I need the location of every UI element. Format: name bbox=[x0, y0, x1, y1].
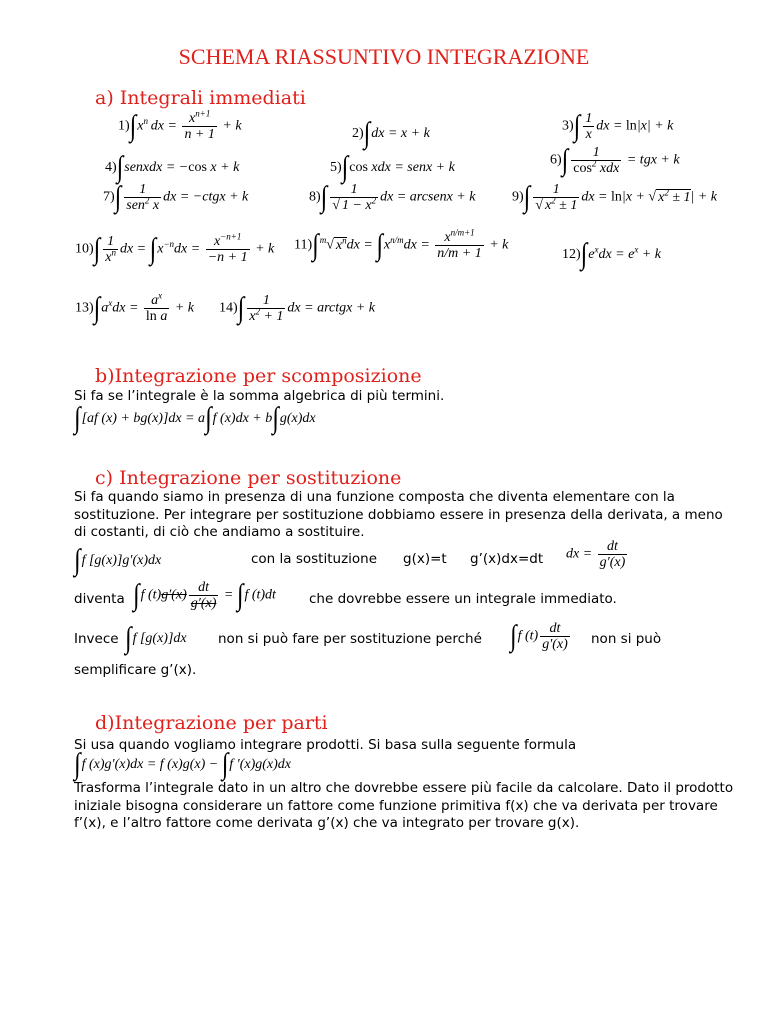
formula-6: 6)∫ 1 $\cos^2$ xdx = tgx + k bbox=[550, 144, 680, 177]
formula-5: 5)∫cos xdx = senx + k bbox=[330, 151, 455, 185]
section-c-text: Si fa quando siamo in presenza di una funzione composta che diventa elementare con la sostituzione. Per integrare per sostituzione dobbiamo essere in presenza della derivata, a meno di costanti, di ciò che andiamo a sostituire. bbox=[74, 489, 723, 540]
formula-13: $13)\int a^xdx$ = $\frac{a^x}{\text{ln a}}$ + k bbox=[75, 290, 194, 325]
section-d-heading: d)Integrazione per parti bbox=[95, 712, 328, 734]
formula-scomposizione: ∫[af (x) + bg(x)]dx = a∫f (x)dx + b∫g(x)dx bbox=[74, 402, 316, 436]
formula-1: $1)\int x^n$ dx = $\frac{x^{n+1}}{n + 1}$ + k bbox=[118, 108, 242, 143]
diventa-after: che dovrebbe essere un integrale immediato. bbox=[309, 591, 617, 607]
section-b-heading: b)Integrazione per scomposizione bbox=[95, 365, 422, 387]
formula-4: 4)∫senxdx = −cos x + k bbox=[105, 151, 240, 185]
formula-9: 9)∫ $\frac{1}{√ x^2 \pm 1}$ dx = ln|x + √ $x^2 \pm 1| + k$ bbox=[512, 181, 718, 214]
formula-composta: ∫f [g(x)]g′(x)dx bbox=[74, 544, 162, 578]
invece-mid: non si può fare per sostituzione perché bbox=[218, 631, 482, 647]
semplificare-text: semplificare g’(x). bbox=[74, 662, 197, 678]
section-b-text: Si fa se l’integrale è la somma algebrica di più termini. bbox=[74, 388, 445, 404]
sostituzione-derivata: g’(x)dx=dt bbox=[470, 551, 544, 567]
section-a-heading: a) Integrali immediati bbox=[95, 87, 306, 109]
formula-parti: ∫f (x)g′(x)dx = f (x)g(x) − ∫f ′(x)g(x)dx bbox=[74, 748, 292, 782]
sostituzione-label: con la sostituzione bbox=[251, 551, 378, 567]
formula-dx: dx = $\frac{dt}{g'(x)}$ bbox=[566, 539, 626, 570]
sostituzione-gx: g(x)=t bbox=[403, 551, 447, 567]
formula-invece-2: ∫f (t) $\frac{dt}{g'(x)}$ bbox=[510, 620, 568, 653]
formula-12: $12)\int e^xdx = e^x + k$ bbox=[562, 238, 662, 272]
formula-7: 7)∫ 1 sen$^2$ x dx = −ctgx + k bbox=[103, 181, 249, 214]
section-c-heading: c) Integrazione per sostituzione bbox=[95, 467, 402, 489]
formula-diventa: ∫f (t)g′(x) $\frac{dt}{g'(x)}$ = ∫f (t)dt bbox=[133, 579, 276, 612]
formula-invece: ∫f [g(x)]dx bbox=[125, 622, 187, 656]
invece-end: non si può bbox=[591, 631, 662, 647]
formula-11: 11)∫$^m$√ $x^ndx = \int x^{n/m}dx$ = $\frac{x^{n/m+1}}{n/m + 1}$ + k bbox=[294, 227, 509, 262]
section-d-text1: Si usa quando vogliamo integrare prodotti. Si basa sulla seguente formula bbox=[74, 737, 577, 753]
section-d-text2: Trasforma l’integrale dato in un altro che dovrebbe essere più facile da calcolare. Dato il prodotto iniziale bisogna considerare un fattore come funzione primitiva f(x) che va derivata per trovare f’(x), e l’altro fattore come derivata g’(x) che va integrato per trovare g(x). bbox=[74, 780, 734, 831]
formula-3: 3)∫ $\frac{1}{x}$ dx = ln|x| + k bbox=[562, 110, 674, 143]
formula-8: 8)∫ $\frac{1}{√ 1 - x^2}$ dx = arcsenx + k bbox=[309, 181, 476, 214]
formula-10: 10)∫ $\frac{1}{x^n}$ dx = $\int x^{-n}dx$ = $\frac{x^{-n+1}}{-n + 1}$ + k bbox=[75, 231, 275, 266]
diventa-label: diventa bbox=[74, 591, 125, 607]
invece-label: Invece bbox=[74, 631, 119, 647]
page-title: SCHEMA RIASSUNTIVO INTEGRAZIONE bbox=[178, 44, 590, 69]
formula-2: 2)∫dx = x + k bbox=[352, 117, 430, 151]
formula-14: 14)∫ $\frac{1}{x^2 + 1}$ dx = arctgx + k bbox=[219, 292, 375, 325]
